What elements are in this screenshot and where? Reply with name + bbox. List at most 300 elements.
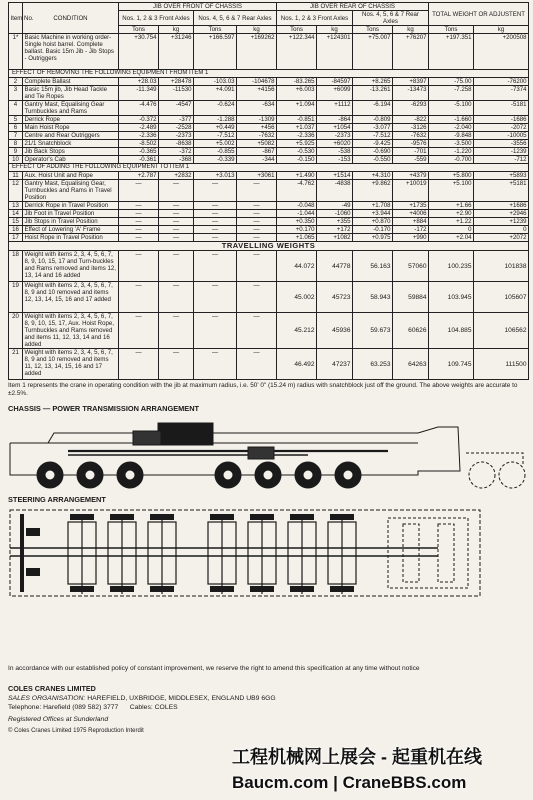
sales-line [8,694,528,703]
value-cell: +4.310 [353,171,393,179]
value-cell: +1686 [474,201,529,209]
table-row [9,282,529,313]
item-number: 16 [9,225,23,233]
value-cell: -822 [393,115,429,123]
value-cell: 111500 [474,349,529,380]
value-cell: -0.372 [119,115,159,123]
unit-tons: Tons [353,26,393,34]
value-cell: +2946 [474,209,529,217]
value-cell: -1060 [317,209,353,217]
table-row [9,34,529,70]
value-cell: +28478 [159,77,194,85]
value-cell: -2373 [159,131,194,139]
value-cell: — [119,225,159,233]
value-cell: +990 [393,233,429,241]
telephone: Telephone: Harefield (089 582) 3777 [8,703,119,711]
item-number: 21 [9,349,23,380]
value-cell: -0.550 [353,155,393,163]
value-cell: 58.943 [353,282,393,313]
value-cell: +5893 [474,171,529,179]
value-cell: +166.597 [194,34,237,70]
condition-text: Gantry Mast, Equalising Gear, Turnbuckles and Rams in Travel Position [23,179,119,201]
value-cell: — [159,217,194,225]
value-cell: +1112 [317,100,353,115]
value-cell: — [159,282,194,313]
steering-title: STEERING ARRANGEMENT [8,494,106,504]
value-cell: +4.091 [194,85,237,100]
steering-drawing [8,504,528,604]
condition-text: Jib Back Stops [23,147,119,155]
value-cell: +172 [317,225,353,233]
item-number: 12 [9,179,23,201]
copyright: © Coles Cranes Limited 1975 Reproduction Interdit [8,728,144,735]
value-cell: -0.530 [277,147,317,155]
condition-text: Jib Stops in Travel Position [23,217,119,225]
table-row [9,209,529,217]
value-cell: -2.336 [119,131,159,139]
value-cell: 106562 [474,313,529,349]
value-cell: — [119,233,159,241]
table-row [9,77,529,85]
value-cell: -7632 [393,131,429,139]
value-cell: +3.944 [353,209,393,217]
item-number: 7 [9,131,23,139]
condition-text: Effect of Lowering 'A' Frame [23,225,119,233]
value-cell: -83.265 [277,77,317,85]
value-cell: -3556 [474,139,529,147]
value-cell: -13.261 [353,85,393,100]
value-cell: +6099 [317,85,353,100]
value-cell: -7.512 [194,131,237,139]
value-cell: -104678 [237,77,277,85]
section-row-remove [9,70,529,78]
value-cell: — [237,233,277,241]
value-cell: -11530 [159,85,194,100]
axle-weight-table [8,2,529,380]
unit-kg: kg [159,26,194,34]
condition-text: Gantry Mast, Equalising Gear Turnbuckles and Rams [23,100,119,115]
item-number: 1* [9,34,23,70]
value-cell: -559 [393,155,429,163]
value-cell: +1.037 [277,123,317,131]
value-cell: -2373 [317,131,353,139]
value-cell: -1309 [237,115,277,123]
sales-address: HAREFIELD, UXBRIDGE, MIDDLESEX, ENGLAND UB9 6GG [87,694,276,702]
value-cell: — [194,282,237,313]
table-row [9,251,529,282]
value-cell: -9576 [393,139,429,147]
table-row [9,115,529,123]
value-cell: +4156 [237,85,277,100]
condition-text: Derrick Rope [23,115,119,123]
condition-text: Hoist Rope in Travel Position [23,233,119,241]
value-cell: +4006 [393,209,429,217]
table-row [9,155,529,163]
value-cell: +200508 [474,34,529,70]
value-cell: — [237,217,277,225]
value-cell: +3061 [237,171,277,179]
value-cell: — [159,201,194,209]
value-cell: — [119,201,159,209]
condition-text: Basic 15m jib, Jib Head Tackle and Tie Ropes [23,85,119,100]
spec-sheet [8,2,528,604]
value-cell: — [159,313,194,349]
unit-tons: Tons [429,26,474,34]
value-cell: — [237,313,277,349]
value-cell: -5.100 [429,100,474,115]
header-item-no: Item No. [9,3,23,34]
value-cell: +2.787 [119,171,159,179]
table-row [9,131,529,139]
value-cell: 47237 [317,349,353,380]
value-cell: +5082 [237,139,277,147]
value-cell: +1.065 [277,233,317,241]
item-number: 17 [9,233,23,241]
item-number: 6 [9,123,23,131]
item-number: 18 [9,251,23,282]
value-cell: -2.040 [429,123,474,131]
value-cell: +5.002 [194,139,237,147]
item-number: 3 [9,85,23,100]
condition-text: Weight with items 2, 3, 4, 5, 6, 7, 8, 9, 10, 15, 17, Aux. Hoist Rope, Turnbuckles and Rams removed and items 11, 12, 13, 14 and 16 added [23,313,119,349]
value-cell: +31246 [159,34,194,70]
header-rear-group: JIB OVER REAR OF CHASSIS [277,3,429,11]
value-cell: — [159,225,194,233]
value-cell: +1.708 [353,201,393,209]
value-cell: +1.66 [429,201,474,209]
table-row [9,147,529,155]
value-cell: — [194,217,237,225]
value-cell: +5.925 [277,139,317,147]
value-cell: +122.344 [277,34,317,70]
value-cell: -2.489 [119,123,159,131]
value-cell: -75.00 [429,77,474,85]
value-cell: +2.90 [429,209,474,217]
header-front-axles-123: Nos. 1, 2 & 3 Front Axles [119,11,194,26]
value-cell: 0 [429,225,474,233]
value-cell: — [159,233,194,241]
value-cell: -712 [474,155,529,163]
value-cell: -0.048 [277,201,317,209]
condition-text: Derrick Rope in Travel Position [23,201,119,209]
value-cell: — [194,233,237,241]
value-cell: -4547 [159,100,194,115]
footnote: Item 1 represents the crane in operating condition with the jib at maximum radius, i.e. 50' 0" (15.24 m) radius with snatchblock just off the ground. The above weights are accurate to ±2.5%. [8,382,518,398]
value-cell: -0.624 [194,100,237,115]
condition-text: Weight with items 2, 3, 4, 5, 6, 7, 8, 9 and 10 removed and items 11, 12, 13, 14, 15, 16 and 17 added [23,349,119,380]
item-number: 15 [9,217,23,225]
condition-text: Weight with items 2, 3, 4, 5, 6, 7, 8, 9 and 10 removed and items 12, 13, 14, 15, 16 and 17 added [23,282,119,313]
value-cell: — [237,201,277,209]
value-cell: 104.885 [429,313,474,349]
value-cell: -76200 [474,77,529,85]
unit-kg: kg [317,26,353,34]
table-row [9,313,529,349]
item-number: 9 [9,147,23,155]
section-remove-label: EFFECT OF REMOVING THE FOLLOWING EQUIPMENT FROM ITEM 1 [9,70,529,78]
value-cell: — [119,313,159,349]
value-cell: -0.361 [119,155,159,163]
value-cell: +8397 [393,77,429,85]
value-cell: +1054 [317,123,353,131]
item-number: 11 [9,171,23,179]
value-cell: 59.673 [353,313,393,349]
value-cell: -8638 [159,139,194,147]
value-cell: -9.848 [429,131,474,139]
company-address-block [8,684,528,735]
header-rear-axles-123: Nos. 1, 2 & 3 Front Axles [277,11,353,26]
value-cell: -103.03 [194,77,237,85]
value-cell: -0.809 [353,115,393,123]
value-cell: +8.265 [353,77,393,85]
value-cell: -3126 [393,123,429,131]
value-cell: 57060 [393,251,429,282]
value-cell: -10005 [474,131,529,139]
section-row-add-label: EFFECT OF ADDING THE FOLLOWING EQUIPMENT TO ITEM 1 [9,163,529,171]
value-cell: -634 [237,100,277,115]
value-cell: -11.349 [119,85,159,100]
value-cell: -49 [317,201,353,209]
value-cell: +4379 [393,171,429,179]
value-cell: -1686 [474,115,529,123]
header-front-group: JIB OVER FRONT OF CHASSIS [119,3,277,11]
value-cell: +197.351 [429,34,474,70]
header-total-group: TOTAL WEIGHT OR ADJUSTENT [429,3,529,26]
value-cell: -0.170 [353,225,393,233]
value-cell: -344 [237,155,277,163]
value-cell: +1.094 [277,100,317,115]
value-cell: +5.800 [429,171,474,179]
table-row [9,139,529,147]
item-number: 10 [9,155,23,163]
value-cell: 105607 [474,282,529,313]
value-cell: 46.492 [277,349,317,380]
value-cell: — [194,313,237,349]
contact-line [8,703,528,712]
table-row [9,217,529,225]
value-cell: +75.007 [353,34,393,70]
value-cell: +5181 [474,179,529,201]
registered-offices: Registered Offices at Sunderland [8,716,109,724]
table-row [9,201,529,209]
value-cell: -9.425 [353,139,393,147]
value-cell: -701 [393,147,429,155]
unit-tons: Tons [119,26,159,34]
value-cell: — [119,209,159,217]
value-cell: -0.855 [194,147,237,155]
value-cell: +6020 [317,139,353,147]
value-cell: — [194,209,237,217]
value-cell: -0.690 [353,147,393,155]
value-cell: -0.851 [277,115,317,123]
value-cell: — [237,349,277,380]
value-cell: -6.194 [353,100,393,115]
value-cell: 109.745 [429,349,474,380]
table-row [9,179,529,201]
value-cell: +456 [237,123,277,131]
value-cell: -0.339 [194,155,237,163]
condition-text: Weight with items 2, 3, 4, 5, 6, 7, 8, 9, 10, 15, 17 and Turn-buckles and Rams removed and items 12, 13, 14 and 16 added [23,251,119,282]
value-cell: -0.150 [277,155,317,163]
value-cell: 56.163 [353,251,393,282]
value-cell: -867 [237,147,277,155]
value-cell: +30.754 [119,34,159,70]
value-cell: — [159,209,194,217]
watermark-line-2: Baucm.com | CraneBBS.com [232,773,467,792]
value-cell: -4.476 [119,100,159,115]
value-cell: — [194,201,237,209]
value-cell: -2072 [474,123,529,131]
item-number: 8 [9,139,23,147]
condition-text: Aux. Hoist Unit and Rope [23,171,119,179]
value-cell: — [237,282,277,313]
unit-tons: Tons [194,26,237,34]
value-cell: -1.288 [194,115,237,123]
value-cell: 45723 [317,282,353,313]
value-cell: +1.22 [429,217,474,225]
value-cell: +2072 [474,233,529,241]
value-cell: — [194,349,237,380]
value-cell: -0.365 [119,147,159,155]
value-cell: +0.975 [353,233,393,241]
value-cell: +28.03 [119,77,159,85]
value-cell: +10019 [393,179,429,201]
value-cell: — [194,251,237,282]
value-cell: -5181 [474,100,529,115]
value-cell: +1082 [317,233,353,241]
value-cell: -2.336 [277,131,317,139]
value-cell: — [119,349,159,380]
value-cell: — [159,179,194,201]
value-cell: -0.700 [429,155,474,163]
value-cell: — [119,217,159,225]
value-cell: +76207 [393,34,429,70]
unit-tons: Tons [277,26,317,34]
value-cell: +124301 [317,34,353,70]
value-cell: -864 [317,115,353,123]
value-cell: — [237,209,277,217]
value-cell: 103.945 [429,282,474,313]
value-cell: — [159,251,194,282]
company-name: COLES CRANES LIMITED [8,684,96,693]
value-cell: — [159,349,194,380]
value-cell: +6.003 [277,85,317,100]
value-cell: — [119,282,159,313]
value-cell: -13473 [393,85,429,100]
value-cell: -4838 [317,179,353,201]
value-cell: +1.490 [277,171,317,179]
unit-kg: kg [474,26,529,34]
value-cell: — [119,179,159,201]
value-cell: +2832 [159,171,194,179]
header-rear-axles-4567: Nos. 4, 5, 6 & 7 Rear Axles [353,11,429,26]
value-cell: -1.660 [429,115,474,123]
condition-text: Complete Ballast [23,77,119,85]
value-cell: -8.502 [119,139,159,147]
value-cell: -84597 [317,77,353,85]
condition-text: Jib Foot in Travel Position [23,209,119,217]
value-cell: 64263 [393,349,429,380]
value-cell: 45.212 [277,313,317,349]
value-cell: +0.449 [194,123,237,131]
item-number: 20 [9,313,23,349]
value-cell: -1239 [474,147,529,155]
value-cell: +3.013 [194,171,237,179]
value-cell: — [194,225,237,233]
value-cell: 0 [474,225,529,233]
unit-kg: kg [393,26,429,34]
value-cell: — [194,179,237,201]
value-cell: — [237,179,277,201]
value-cell: -4.762 [277,179,317,201]
value-cell: +0.350 [277,217,317,225]
condition-text: Main Hoist Rope [23,123,119,131]
item-number: 5 [9,115,23,123]
value-cell: -377 [159,115,194,123]
table-row [9,100,529,115]
item-number: 2 [9,77,23,85]
value-cell: 100.235 [429,251,474,282]
value-cell: -7374 [474,85,529,100]
value-cell: 101838 [474,251,529,282]
value-cell: 44.072 [277,251,317,282]
section-row-add [9,163,529,171]
value-cell: — [119,251,159,282]
item-number: 14 [9,209,23,217]
value-cell: +0.870 [353,217,393,225]
value-cell: +2.04 [429,233,474,241]
value-cell: 44778 [317,251,353,282]
table-row [9,123,529,131]
value-cell: -368 [159,155,194,163]
value-cell: — [237,225,277,233]
value-cell: -6293 [393,100,429,115]
unit-kg: kg [237,26,277,34]
value-cell: +5.100 [429,179,474,201]
value-cell: -7.512 [353,131,393,139]
condition-text: Operator's Cab [23,155,119,163]
value-cell: -1.044 [277,209,317,217]
value-cell: -172 [393,225,429,233]
value-cell: 45936 [317,313,353,349]
cables: Cables: COLES [129,703,178,711]
header-front-axles-4567: Nos. 4, 5, 6 & 7 Rear Axles [194,11,277,26]
table-row [9,349,529,380]
value-cell: -7632 [237,131,277,139]
value-cell: +1735 [393,201,429,209]
value-cell: +9.862 [353,179,393,201]
value-cell: +169262 [237,34,277,70]
watermark-line-1: 工程机械网上展会 - 起重机在线 [232,747,482,767]
table-row [9,171,529,179]
value-cell: +884 [393,217,429,225]
value-cell: +0.170 [277,225,317,233]
header-row-groups [9,3,529,11]
value-cell: -1.220 [429,147,474,155]
value-cell: 45.002 [277,282,317,313]
value-cell: — [237,251,277,282]
value-cell: +355 [317,217,353,225]
chassis-drawing [8,413,528,491]
item-number: 19 [9,282,23,313]
section-row-travel [9,241,529,251]
policy-notice: In accordance with our established policy of constant improvement, we reserve the right to amend this specification at any time without notice [8,665,420,672]
item-number: 4 [9,100,23,115]
value-cell: -153 [317,155,353,163]
value-cell: 63.253 [353,349,393,380]
value-cell: 59884 [393,282,429,313]
site-watermark [0,740,533,800]
